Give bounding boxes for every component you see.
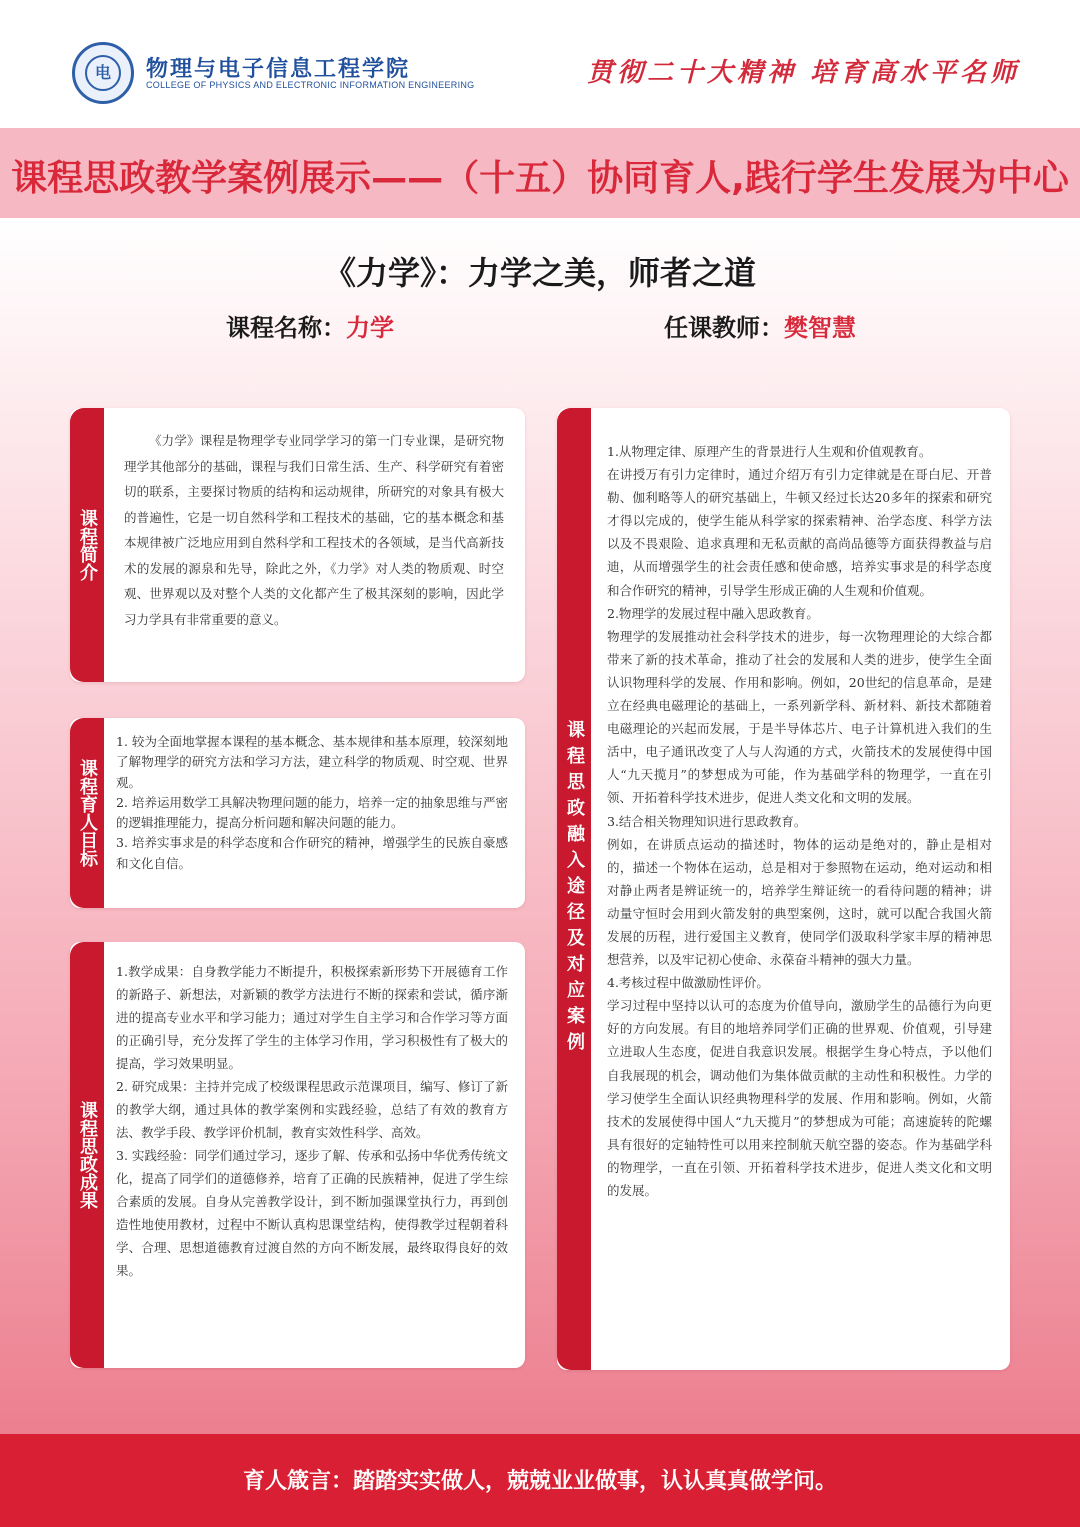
tab-label: 课程思政融入途径及对应案例 bbox=[564, 720, 585, 1058]
goal-item: 2. 培养运用数学工具解决物理问题的能力，培养一定的抽象思维与严密的逻辑推理能力，提高分析问题和解决问题的能力。 bbox=[116, 794, 508, 831]
tab-label: 课程育人目标 bbox=[77, 759, 98, 867]
path-paragraph: 在讲授万有引力定律时，通过介绍万有引力定律就是在哥白尼、开普勒、伽利略等人的研究基础上，牛顿又经过长达20多年的探索和研究才得以完成的，使学生能从科学家的探索精神、治学态度、科学方法以及不畏艰险、追求真理和无私贡献的高尚品德等方面获得教益与启迪，从而增强学生的社会责任感和使命感，培养实事求是的科学态度和合作研究的精神，引导学生形成正确的人生观和价值观。 bbox=[607, 467, 992, 598]
panel-course-goals bbox=[70, 718, 525, 908]
title-banner bbox=[0, 128, 1080, 218]
result-item: 3. 实践经验：同学们通过学习，逐步了解、传承和弘扬中华优秀传统文化，提高了同学们的道德修养，培育了正确的民族精神，促进了学生综合素质的发展。自身从完善教学设计，到不断加强课堂执行力，再到创造性地使用教材，过程中不断认真构思课堂结构，使得教学过程朝着科学、合理、思想道德教育过渡自然的方向不断发展，最终取得良好的效果。 bbox=[116, 1148, 508, 1278]
teacher-value: 樊智慧 bbox=[784, 314, 856, 342]
tab-course-intro bbox=[70, 408, 104, 682]
course-teacher bbox=[664, 308, 856, 343]
logo-mark: 电 bbox=[85, 55, 121, 91]
footer-motto: 育人箴言：踏踏实实做人，兢兢业业做事，认认真真做学问。 bbox=[242, 1469, 837, 1494]
paths-text bbox=[607, 440, 992, 1202]
path-heading: 2.物理学的发展过程中融入思政教育。 bbox=[607, 605, 819, 621]
course-name bbox=[226, 308, 394, 343]
intro-text bbox=[124, 428, 504, 632]
results-text bbox=[116, 960, 508, 1282]
tab-label: 课程思政成果 bbox=[77, 1101, 98, 1209]
course-name-label: 课程名称： bbox=[226, 314, 346, 342]
path-paragraph: 例如，在讲质点运动的描述时，物体的运动是绝对的，静止是相对的，描述一个物体在运动，总是相对于参照物在运动，绝对运动和相对静止两者是辨证统一的，培养学生辩证统一的看待问题的精神；讲动量守恒时会用到火箭发射的典型案例，这时，就可以配合我国火箭发展的历程，进行爱国主义教育，使同学们汲取科学家丰厚的精神思想营养，以及牢记初心使命、永葆奋斗精神的强大力量。 bbox=[607, 836, 992, 968]
result-item: 2. 研究成果：主持并完成了校级课程思政示范课项目，编写、修订了新的教学大纲，通过具体的教学案例和实践经验，总结了有效的教育方法、教学手段、教学评价机制，教育实效性科学、高效。 bbox=[116, 1079, 508, 1140]
college-name-en: COLLEGE OF PHYSICS AND ELECTRONIC INFORMATION ENGINEERING bbox=[146, 80, 475, 90]
tab-course-results bbox=[70, 942, 104, 1368]
path-heading: 1.从物理定律、原理产生的背景进行人生观和价值观教育。 bbox=[607, 444, 932, 459]
header-slogan: 贯彻二十大精神 培育高水平名师 bbox=[586, 58, 1020, 88]
path-heading: 3.结合相关物理知识进行思政教育。 bbox=[607, 813, 807, 829]
banner-title: 课程思政教学案例展示——（十五）协同育人,践行学生发展为中心 bbox=[11, 158, 1069, 199]
goals-text bbox=[116, 732, 508, 874]
header bbox=[0, 0, 1080, 128]
path-heading: 4.考核过程中做激励性评价。 bbox=[607, 975, 769, 991]
college-logo bbox=[72, 42, 134, 104]
panel-integration-paths bbox=[557, 408, 1010, 1370]
footer bbox=[0, 1434, 1080, 1527]
goal-item: 3. 培养实事求是的科学态度和合作研究的精神，增强学生的民族自豪感和文化自信。 bbox=[116, 835, 508, 871]
teacher-label: 任课教师： bbox=[664, 314, 784, 342]
tab-label: 课程简介 bbox=[77, 509, 98, 581]
result-item: 1.教学成果：自身教学能力不断提升，积极探索新形势下开展德育工作的新路子、新想法，对新颖的教学方法进行不断的探索和尝试，循序渐进的提高专业水平和学习能力；通过对学生自主学习和合作学习等方面的正确引导，充分发挥了学生的主体学习作用，学习积极性有了极大的提高，学习效果明显。 bbox=[116, 964, 508, 1071]
path-paragraph: 物理学的发展推动社会科学技术的进步，每一次物理理论的大综合都带来了新的技术革命，推动了社会的发展和人类的进步，使学生全面认识物理科学的发展、作用和影响。例如，20世纪的信息革命，是建立在经典电磁理论的基础上，一系列新学科、新材料、新技术都随着电磁理论的兴起而发展，于是半导体芯片、电子计算机进入我们的生活中，电子通讯改变了人与人沟通的方式，火箭技术的发展使得中国人“九天揽月”的梦想成为可能，作为基础学科的物理学，一直在引领、开拓着科学技术进步，促进人类文化和文明的发展。 bbox=[607, 628, 992, 806]
college-name-cn: 物理与电子信息工程学院 bbox=[146, 57, 411, 82]
panel-course-results bbox=[70, 942, 525, 1368]
tab-integration-paths bbox=[557, 408, 591, 1370]
course-subtitle: 《力学》：力学之美，师者之道 bbox=[323, 254, 756, 292]
course-name-value: 力学 bbox=[346, 314, 394, 342]
tab-course-goals bbox=[70, 718, 104, 908]
goal-item: 1. 较为全面地掌握本课程的基本概念、基本规律和基本原理，较深刻地了解物理学的研究方法和学习方法，建立科学的物质观、时空观、世界观。 bbox=[116, 734, 508, 790]
panel-course-intro bbox=[70, 408, 525, 682]
path-paragraph: 学习过程中坚持以认可的态度为价值导向，激励学生的品德行为向更好的方向发展。有目的地培养同学们正确的世界观、价值观，引导建立进取人生态度，促进自我意识发展。根据学生身心特点，予以他们自我展现的机会，调动他们为集体做贡献的主动性和积极性。力学的学习使学生全面认识经典物理科学的发展、作用和影响。例如，火箭技术的发展使得中国人“九天揽月”的梦想成为可能；高速旋转的陀螺具有很好的定轴特性可以用来控制航天航空器的姿态。作为基础学科的物理学，一直在引领、开拓着科学技术进步，促进人类文化和文明的发展。 bbox=[607, 998, 992, 1198]
intro-paragraph: 《力学》课程是物理学专业同学学习的第一门专业课，是研究物理学其他部分的基础，课程与我们日常生活、生产、科学研究有着密切的联系，主要探讨物质的结构和运动规律，所研究的对象具有极大的普遍性，它是一切自然科学和工程技术的基础，它的基本概念和基本规律被广泛地应用到自然科学和工程技术的各领域，是当代高新技术的发展的源泉和先导，除此之外，《力学》对人类的物质观、时空观、世界观以及对整个人类的文化都产生了极其深刻的影响，因此学习力学具有非常重要的意义。 bbox=[124, 433, 504, 627]
